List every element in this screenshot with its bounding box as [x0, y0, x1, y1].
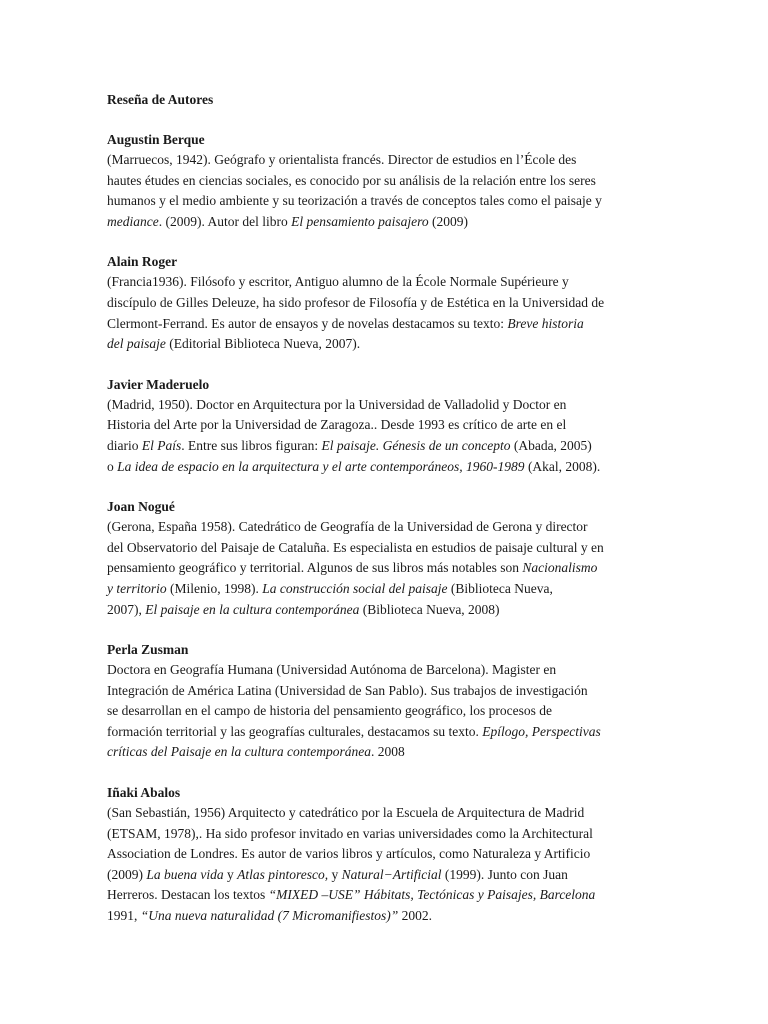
author-bio: [107, 272, 667, 354]
bio-line: [107, 293, 667, 314]
bio-text: 2002.: [398, 908, 432, 924]
bio-line: [107, 415, 667, 436]
bio-line: [107, 314, 667, 335]
bio-line: [107, 436, 667, 457]
italic-title: críticas del Paisaje en la cultura contemporánea: [107, 744, 371, 760]
italic-title: La idea de espacio en la arquitectura y el arte contemporáneos, 1960-1989: [117, 458, 525, 474]
author-name: Joan Nogué: [107, 499, 175, 515]
bio-text: (Madrid, 1950). Doctor en Arquitectura por la Universidad de Valladolid y Doctor en: [107, 396, 567, 412]
bio-text: (Gerona, España 1958). Catedrático de Geografía de la Universidad de Gerona y director: [107, 519, 588, 535]
bio-text: hautes études en ciencias sociales, es conocido por su análisis de la relación entre los seres: [107, 172, 596, 188]
author-entry: [107, 783, 667, 927]
italic-title: Nacionalismo: [522, 560, 598, 576]
bio-text: (Editorial Biblioteca Nueva, 2007).: [165, 336, 361, 352]
author-name: Javier Maderuelo: [107, 376, 210, 392]
italic-title: Natural−Artificial: [341, 866, 442, 882]
author-bio: [107, 517, 667, 620]
bio-text: Doctora en Geografía Humana (Universidad Autónoma de Barcelona). Magister en: [107, 662, 557, 678]
bio-text: (Abada, 2005): [510, 437, 592, 453]
italic-title: La buena vida: [146, 866, 224, 882]
bio-text: Association de Londres. Es autor de varios libros y artículos, como Naturaleza y Artificio: [107, 846, 591, 862]
bio-text: diario: [107, 437, 142, 453]
italic-title: “Una nueva naturalidad (7 Micromanifiestos)”: [140, 908, 399, 924]
bio-text: (Biblioteca Nueva,: [447, 580, 553, 596]
italic-title: mediance: [107, 213, 159, 229]
bio-text: (Akal, 2008).: [524, 458, 601, 474]
bio-text: (2009): [107, 866, 147, 882]
bio-text: (2009): [428, 213, 468, 229]
author-name: Iñaki Abalos: [107, 785, 181, 801]
bio-line: [107, 681, 667, 702]
bio-text: . 2008: [370, 744, 405, 760]
italic-title: El País: [141, 437, 182, 453]
authors-list: [107, 130, 667, 927]
bio-text: Integración de América Latina (Universidad de San Pablo). Sus trabajos de investigación: [107, 682, 588, 698]
bio-line: [107, 742, 667, 763]
bio-text: formación territorial y las geografías culturales, destacamos su texto.: [107, 723, 483, 739]
bio-text: (Milenio, 1998).: [166, 580, 263, 596]
bio-line: [107, 272, 667, 293]
bio-line: [107, 579, 667, 600]
bio-line: [107, 600, 667, 621]
bio-text: Clermont-Ferrand. Es autor de ensayos y de novelas destacamos su texto:: [107, 315, 508, 331]
bio-line: [107, 538, 667, 559]
bio-text: (ETSAM, 1978),. Ha sido profesor invitado en varias universidades como la Architectural: [107, 825, 593, 841]
author-name: Perla Zusman: [107, 642, 189, 658]
italic-title: Epílogo, Perspectivas: [482, 723, 601, 739]
bio-line: [107, 865, 667, 886]
bio-text: y: [223, 866, 238, 882]
italic-title: El paisaje en la cultura contemporánea: [145, 601, 360, 617]
bio-line: [107, 722, 667, 743]
bio-line: [107, 457, 667, 478]
author-bio: [107, 150, 667, 232]
bio-text: 1991,: [107, 908, 141, 924]
author-bio: [107, 395, 667, 477]
bio-line: [107, 191, 667, 212]
bio-text: o: [107, 458, 118, 474]
bio-line: [107, 701, 667, 722]
bio-text: Herreros. Destacan los textos: [107, 887, 269, 903]
italic-title: El paisaje. Génesis de un concepto: [321, 437, 511, 453]
bio-text: (Biblioteca Nueva, 2008): [359, 601, 500, 617]
italic-title: del paisaje: [107, 336, 166, 352]
bio-text: . (2009). Autor del libro: [158, 213, 292, 229]
bio-text: (1999). Junto con Juan: [441, 866, 568, 882]
bio-line: [107, 824, 667, 845]
bio-text: . Entre sus libros figuran:: [181, 437, 322, 453]
document-page: [107, 90, 667, 947]
bio-line: [107, 906, 667, 927]
author-bio: [107, 660, 667, 763]
bio-line: [107, 803, 667, 824]
bio-text: humanos y el medio ambiente y su teorización a través de conceptos tales como el paisaje y: [107, 193, 602, 209]
italic-title: El pensamiento paisajero: [291, 213, 429, 229]
author-entry: [107, 497, 667, 620]
bio-line: [107, 212, 667, 233]
bio-line: [107, 395, 667, 416]
bio-line: [107, 660, 667, 681]
bio-text: (San Sebastián, 1956) Arquitecto y catedrático por la Escuela de Arquitectura de Madrid: [107, 805, 585, 821]
bio-line: [107, 171, 667, 192]
author-entry: [107, 130, 667, 232]
author-bio: [107, 803, 667, 927]
bio-text: se desarrollan en el campo de historia del pensamiento geográfico, los procesos de: [107, 703, 552, 719]
bio-text: pensamiento geográfico y territorial. Algunos de sus libros más notables son: [107, 560, 523, 576]
italic-title: “MIXED –USE” Hábitats, Tectónicas y Paisajes, Barcelona: [268, 887, 596, 903]
document-title: Reseña de Autores: [107, 92, 214, 107]
bio-text: (Marruecos, 1942). Geógrafo y orientalista francés. Director de estudios en l’École des: [107, 152, 577, 167]
bio-line: [107, 517, 667, 538]
italic-title: y territorio: [107, 580, 167, 596]
italic-title: Breve historia: [507, 315, 584, 331]
bio-text: y: [328, 866, 342, 882]
bio-text: (Francia1936). Filósofo y escritor, Antiguo alumno de la École Normale Supérieure y: [107, 274, 569, 290]
bio-text: del Observatorio del Paisaje de Cataluña. Es especialista en estudios de paisaje cultural y en: [107, 539, 604, 555]
author-entry: [107, 640, 667, 763]
italic-title: Atlas pintoresco,: [237, 866, 329, 882]
bio-line: [107, 334, 667, 355]
author-entry: [107, 375, 667, 477]
bio-line: [107, 150, 667, 171]
italic-title: La construcción social del paisaje: [262, 580, 448, 596]
bio-text: Historia del Arte por la Universidad de Zaragoza.. Desde 1993 es crítico de arte en el: [107, 417, 567, 433]
author-name: Alain Roger: [107, 254, 178, 270]
bio-line: [107, 844, 667, 865]
bio-text: discípulo de Gilles Deleuze, ha sido profesor de Filosofía y de Estética en la Universidad de: [107, 294, 605, 310]
author-entry: [107, 252, 667, 354]
author-name: Augustin Berque: [107, 132, 205, 147]
bio-line: [107, 558, 667, 579]
bio-line: [107, 885, 667, 906]
bio-text: 2007),: [107, 601, 146, 617]
